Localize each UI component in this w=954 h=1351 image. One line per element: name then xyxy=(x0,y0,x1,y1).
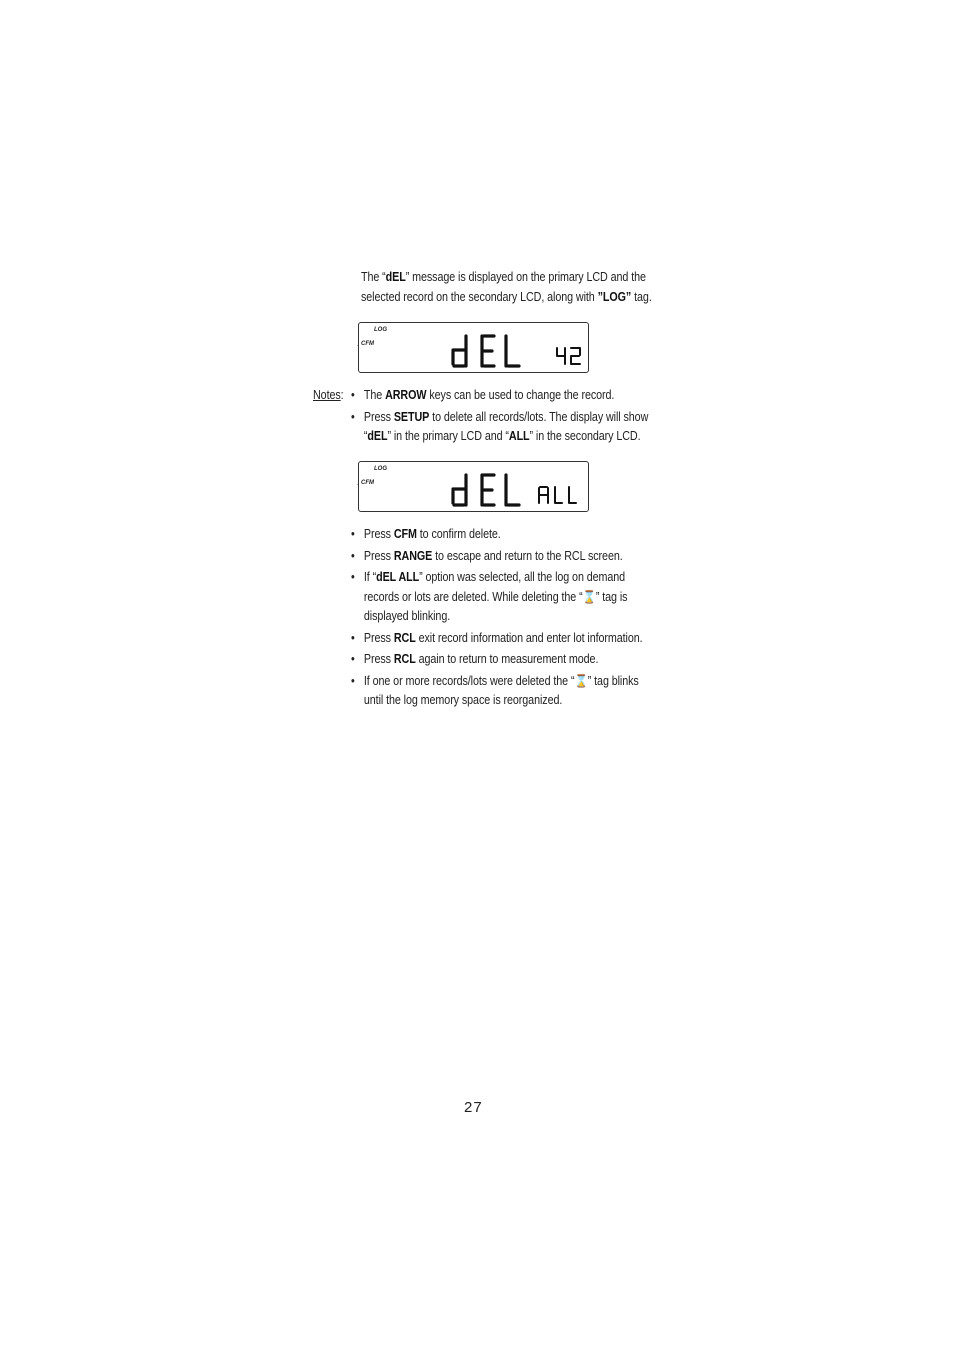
range-key-label: RANGE xyxy=(393,548,433,563)
setup-key-label: SETUP xyxy=(393,409,430,424)
lcd-display-del-42 xyxy=(358,322,589,373)
bullet: • xyxy=(351,570,355,584)
primary-lcd-del-digits xyxy=(449,472,529,508)
notes-list xyxy=(351,386,649,447)
item-line: records or lots are deleted. While deleting the “⌛” tag is xyxy=(363,589,628,604)
bullet: • xyxy=(351,409,355,424)
text: ” in the secondary LCD. xyxy=(529,429,641,443)
cfm-tag: CFM xyxy=(361,341,374,347)
item-line xyxy=(363,568,626,588)
cfm-key-label: CFM xyxy=(393,527,417,541)
log-tag: LOG xyxy=(374,466,387,472)
text: to delete all records/lots. The display will show xyxy=(429,409,649,424)
more-notes-list xyxy=(351,525,643,711)
text: again to return to measurement mode. xyxy=(415,652,599,666)
del-keyword: dEL xyxy=(367,429,388,443)
text: If “ xyxy=(363,570,377,584)
text: keys can be used to change the record. xyxy=(426,388,615,402)
intro-line-2 xyxy=(361,288,652,308)
bullet: • xyxy=(351,548,355,563)
item-line: until the log memory space is reorganized. xyxy=(363,693,563,707)
text: Press xyxy=(363,548,394,563)
item-line xyxy=(363,408,649,428)
text: Press xyxy=(363,409,394,424)
del-keyword: dEL xyxy=(385,270,406,284)
text: The “ xyxy=(361,270,386,284)
item-line xyxy=(364,525,594,545)
text: Press xyxy=(363,527,394,541)
text: The xyxy=(363,388,386,402)
lcd-display-del-all xyxy=(358,461,589,512)
list-item xyxy=(351,650,599,670)
del-all-keyword: dEL ALL xyxy=(376,570,420,584)
bullet: • xyxy=(351,673,355,688)
item-line xyxy=(363,650,599,670)
page-number: 27 xyxy=(464,1099,483,1116)
notes-colon: : xyxy=(340,388,344,402)
list-item xyxy=(351,525,594,545)
item-line xyxy=(363,427,641,447)
arrow-key-label: ARROW xyxy=(385,388,427,402)
bullet: • xyxy=(351,630,355,645)
text: selected record on the secondary LCD, along with xyxy=(361,289,598,304)
text: tag. xyxy=(631,289,652,304)
item-line: If one or more records/lots were deleted the “⌛” tag blinks xyxy=(363,673,639,688)
text: exit record information and enter lot information. xyxy=(415,630,643,645)
list-item xyxy=(351,672,639,711)
intro-line-1 xyxy=(361,268,652,288)
notes-label xyxy=(313,386,344,406)
list-item xyxy=(351,629,643,649)
list-item xyxy=(351,408,649,447)
rcl-key-label: RCL xyxy=(393,630,416,645)
rcl-key-label: RCL xyxy=(393,652,416,666)
bullet: • xyxy=(351,652,355,666)
primary-lcd-del-digits xyxy=(449,333,529,369)
list-item xyxy=(351,568,628,627)
text: to confirm delete. xyxy=(416,527,501,541)
text: ” message is displayed on the primary LCD and the xyxy=(405,270,646,284)
item-line xyxy=(363,386,615,406)
text: Press xyxy=(363,652,394,666)
notes-label-text: Notes xyxy=(313,388,341,402)
bullet: • xyxy=(351,527,355,541)
text: Press xyxy=(363,630,394,645)
list-item xyxy=(351,386,615,406)
text: ” option was selected, all the log on demand xyxy=(419,570,626,584)
item-line: displayed blinking. xyxy=(363,609,451,623)
cfm-tag: CFM xyxy=(361,480,374,486)
text: ” in the primary LCD and “ xyxy=(387,429,509,443)
all-keyword: ALL xyxy=(508,429,530,443)
bullet: • xyxy=(351,388,355,402)
text: to escape and return to the RCL screen. xyxy=(432,548,623,563)
secondary-lcd-42-digits xyxy=(555,346,583,366)
log-tag: LOG xyxy=(374,327,387,333)
intro-paragraph xyxy=(361,268,652,307)
list-item xyxy=(351,547,623,567)
text: “ xyxy=(363,429,368,443)
log-keyword: ”LOG” xyxy=(597,289,632,304)
item-line xyxy=(363,547,623,567)
item-line xyxy=(363,629,643,649)
secondary-lcd-all-digits xyxy=(537,485,579,505)
